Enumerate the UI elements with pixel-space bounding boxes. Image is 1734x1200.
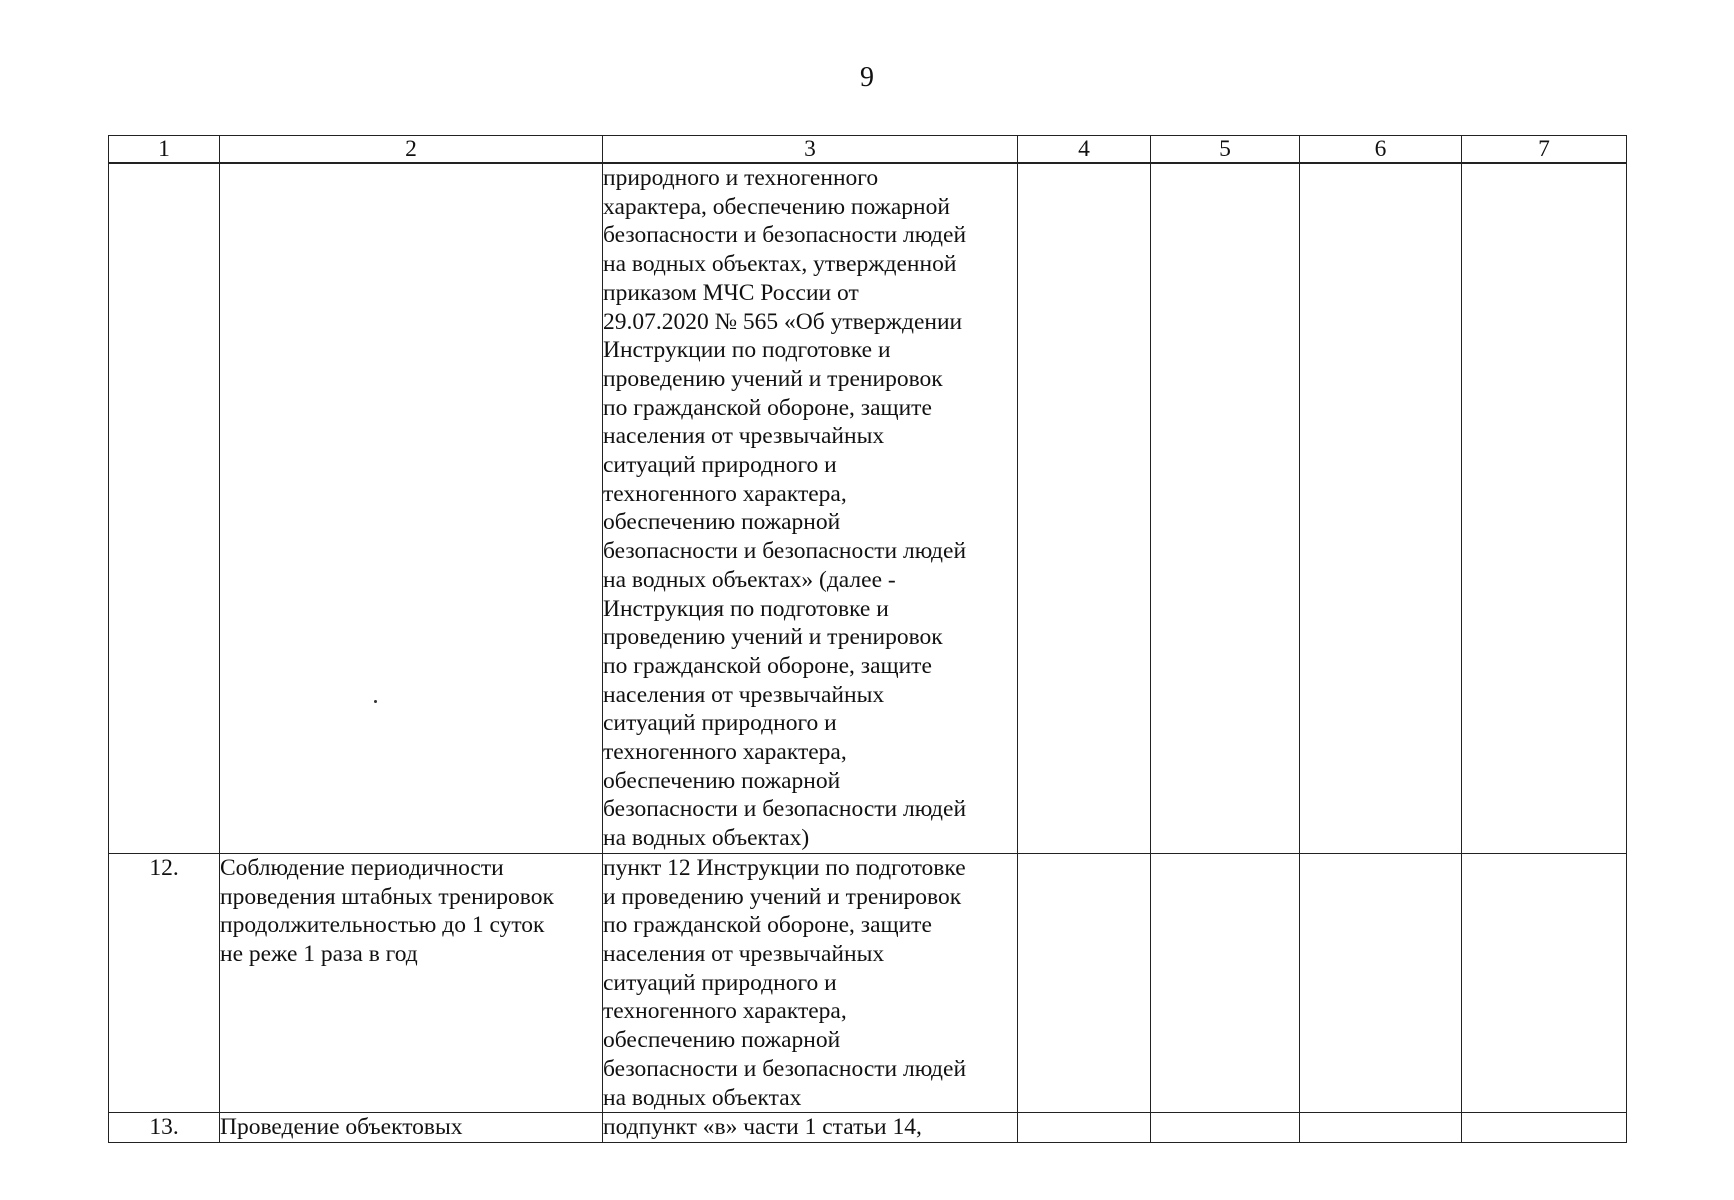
table-row-continuation (109, 163, 1627, 853)
reference-line: ситуаций природного и (603, 452, 837, 479)
reference-line: техногенного характера, (603, 480, 847, 507)
empty-cell-col6 (1300, 163, 1462, 853)
reference-cell (603, 1113, 1018, 1143)
reference-line: техногенного характера, (603, 998, 847, 1025)
reference-cell (603, 853, 1018, 1112)
reference-line: по гражданской обороне, защите (603, 394, 932, 421)
requirement-line: не реже 1 раза в год (220, 940, 418, 967)
reference-line: ситуаций природного и (603, 710, 837, 737)
empty-cell-col5 (1151, 853, 1300, 1112)
empty-cell-col5 (1151, 1113, 1300, 1143)
requirement-cell (220, 853, 603, 1112)
reference-line: на водных объектах) (603, 825, 810, 852)
reference-line: Инструкция по подготовке и (603, 595, 889, 622)
table-row-13 (109, 1113, 1627, 1143)
reference-line: населения от чрезвычайных (603, 423, 885, 450)
requirement-line: Проведение объектовых (220, 1114, 463, 1141)
reference-line: на водных объектах» (далее - (603, 566, 896, 593)
reference-line: техногенного характера, (603, 739, 847, 766)
table-row-12 (109, 853, 1627, 1112)
requirement-line: Соблюдение периодичности (220, 854, 504, 881)
reference-line: населения от чрезвычайных (603, 940, 885, 967)
reference-line: населения от чрезвычайных (603, 681, 885, 708)
column-header-2: 2 (220, 136, 603, 164)
empty-cell-col4 (1018, 1113, 1151, 1143)
checklist-table (108, 135, 1627, 1143)
reference-line: обеспечению пожарной (603, 509, 841, 536)
reference-line: приказом МЧС России от (603, 279, 859, 306)
reference-line: обеспечению пожарной (603, 767, 841, 794)
row-number-cell: 13. (109, 1113, 220, 1143)
reference-line: характера, обеспечению пожарной (603, 193, 950, 220)
reference-line: проведению учений и тренировок (603, 365, 943, 392)
empty-cell-col5 (1151, 163, 1300, 853)
row-number-cell: 12. (109, 853, 220, 1112)
requirement-cell (220, 1113, 603, 1143)
row-number-cell (109, 163, 220, 853)
reference-line: по гражданской обороне, защите (603, 652, 932, 679)
empty-cell-col7 (1462, 1113, 1627, 1143)
column-header-7: 7 (1462, 136, 1627, 164)
reference-line: на водных объектах, утвержденной (603, 251, 957, 278)
reference-line: Инструкции по подготовке и (603, 337, 891, 364)
reference-line: на водных объектах (603, 1084, 802, 1111)
reference-line: обеспечению пожарной (603, 1027, 841, 1054)
reference-line: природного и техногенного (603, 165, 879, 191)
column-header-1: 1 (109, 136, 220, 164)
empty-cell-col4 (1018, 853, 1151, 1112)
requirement-line: проведения штабных тренировок (220, 883, 554, 910)
reference-line: пункт 12 Инструкции по подготовке (603, 854, 966, 881)
reference-line: 29.07.2020 № 565 «Об утверждении (603, 308, 963, 335)
page-number: 9 (860, 62, 874, 93)
reference-cell (603, 163, 1018, 853)
column-header-5: 5 (1151, 136, 1300, 164)
reference-line: подпункт «в» части 1 статьи 14, (603, 1114, 922, 1141)
reference-line: и проведению учений и тренировок (603, 883, 962, 910)
reference-line: безопасности и безопасности людей (603, 222, 967, 249)
empty-cell-col6 (1300, 853, 1462, 1112)
column-number-header-row (109, 136, 1627, 164)
reference-line: безопасности и безопасности людей (603, 796, 967, 823)
column-header-4: 4 (1018, 136, 1151, 164)
requirement-line: продолжительностью до 1 суток (220, 912, 545, 939)
empty-cell-col7 (1462, 163, 1627, 853)
reference-line: ситуаций природного и (603, 969, 837, 996)
reference-line: безопасности и безопасности людей (603, 538, 967, 565)
reference-line: по гражданской обороне, защите (603, 912, 932, 939)
empty-cell-col6 (1300, 1113, 1462, 1143)
scan-speck (374, 700, 377, 703)
column-header-3: 3 (603, 136, 1018, 164)
empty-cell-col7 (1462, 853, 1627, 1112)
requirement-cell (220, 163, 603, 853)
reference-line: проведению учений и тренировок (603, 624, 943, 651)
reference-line: безопасности и безопасности людей (603, 1055, 967, 1082)
empty-cell-col4 (1018, 163, 1151, 853)
column-header-6: 6 (1300, 136, 1462, 164)
